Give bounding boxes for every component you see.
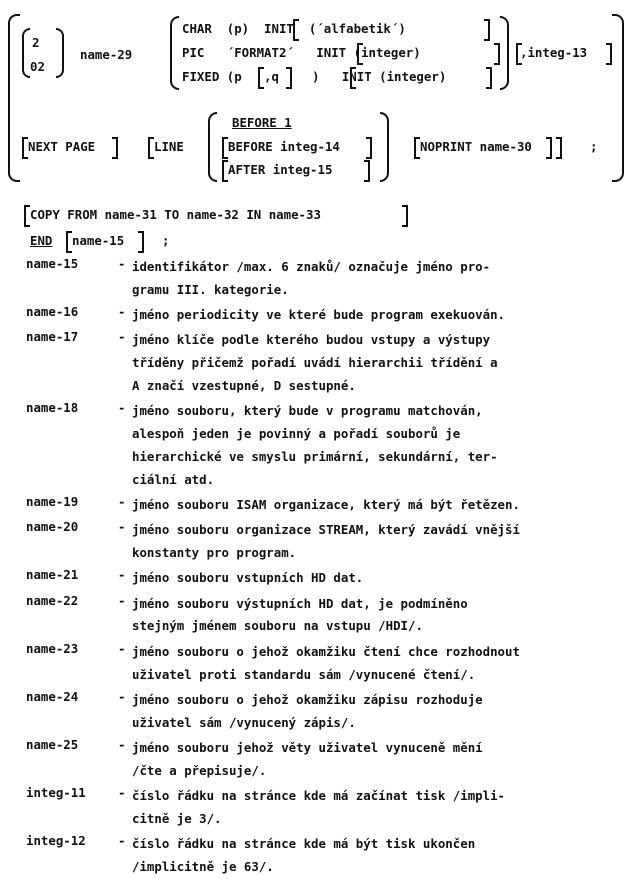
bracket-copy-right: [402, 205, 408, 227]
definition-text-line: jméno souboru organizace STREAM, který zavádí vnější: [132, 522, 520, 538]
definition-text-line: hierarchické ve smyslu primární, sekundární, ter-: [132, 448, 498, 464]
definition-text: [132, 400, 632, 491]
noprint-label: NOPRINT name-30: [420, 139, 532, 154]
definition-dash: -: [118, 256, 126, 271]
outer-brace-left: [8, 14, 20, 182]
before-integ-14-option: BEFORE integ-14: [228, 139, 340, 154]
type-brace-right: [500, 16, 509, 90]
line-label: LINE: [154, 139, 184, 154]
definition-dash: -: [118, 329, 126, 345]
integ-13-label: ,integ-13: [520, 45, 588, 60]
definition-text: [132, 785, 632, 831]
end-semicolon: ;: [162, 233, 170, 248]
definition-text-line: jméno periodicity ve které bude program exekuován.: [132, 307, 505, 323]
pic-option: PIC ´FORMAT2´ INIT (integer): [182, 45, 421, 60]
bracket-init-pic-left: [357, 43, 363, 65]
definition-term: name-18: [26, 400, 79, 416]
definition-text: [132, 593, 632, 639]
definition-text-line: /čte a přepisuje/.: [132, 762, 267, 778]
bracket-init-char-right: [484, 19, 490, 41]
bracket-next-page-right: [112, 137, 118, 159]
fixed-option-q: ,q: [264, 69, 279, 84]
definition-text-line: identifikátor /max. 6 znaků/ označuje jméno pro-: [132, 259, 491, 274]
bracket-after-integ-right: [364, 160, 370, 182]
definition-text-line: jméno souboru o jehož okamžiku čtení chce rozhodnout: [132, 643, 520, 659]
level-number-2: 2: [32, 35, 40, 50]
definition-text-line: jméno souboru jehož věty uživatel vynuceně mění: [132, 740, 483, 755]
definition-dash: -: [118, 640, 126, 656]
definition-text-line: A značí vzestupné, D sestupné.: [132, 377, 356, 393]
definition-dash: -: [118, 400, 126, 416]
definition-text-line: jméno souboru o jehož okamžiku zápisu rozhoduje: [132, 691, 483, 707]
definition-dash: -: [118, 785, 126, 801]
copy-statement: COPY FROM name-31 TO name-32 IN name-33: [30, 207, 321, 222]
definition-term: name-25: [26, 737, 79, 752]
definition-dash: -: [118, 567, 126, 583]
definition-term: integ-11: [26, 785, 86, 801]
definition-term: integ-12: [26, 833, 86, 849]
definition-text-line: jméno souboru ISAM organizace, který má být řetězen.: [132, 497, 520, 512]
definition-text-line: uživatel sám /vynucený zápis/.: [132, 714, 356, 730]
definition-term: name-23: [26, 640, 79, 656]
next-page-label: NEXT PAGE: [28, 139, 96, 154]
outer-brace-right: [612, 14, 624, 182]
definition-dash: -: [118, 519, 126, 535]
fixed-option-a: FIXED (p: [182, 69, 250, 84]
name-29-label: name-29: [80, 47, 133, 62]
definition-text-line: stejným jménem souboru na vstupu /HDI/.: [132, 618, 423, 634]
bracket-line-right: [556, 137, 562, 159]
line-brace-left: [208, 112, 217, 182]
definition-text-line: jméno souboru výstupních HD dat, je podmíněno: [132, 595, 468, 611]
definition-dash: -: [118, 688, 126, 704]
bracket-q-left: [258, 67, 264, 89]
end-name-15: name-15: [72, 233, 125, 248]
bracket-end-name-right: [138, 231, 144, 253]
definition-term: name-15: [26, 256, 79, 271]
level-brace-right: [56, 28, 64, 78]
definition-term: name-16: [26, 304, 79, 320]
definition-text-line: číslo řádku na stránce kde má začínat tisk /impli-: [132, 788, 505, 804]
definition-text-line: /implicitně je 63/.: [132, 858, 274, 874]
definition-text-line: číslo řádku na stránce kde má být tisk ukončen: [132, 836, 476, 852]
definition-term: name-24: [26, 688, 79, 704]
definition-term: name-19: [26, 494, 79, 509]
level-number-02: 02: [30, 59, 45, 74]
definition-text: [132, 256, 632, 302]
after-integ-15-option: AFTER integ-15: [228, 162, 333, 177]
bracket-init-pic-right: [494, 43, 500, 65]
definition-dash: -: [118, 833, 126, 849]
definition-text-line: uživatel proti standardu sám /vynucené čtení/.: [132, 666, 476, 682]
definition-term: name-21: [26, 567, 79, 583]
definition-text: [132, 304, 632, 327]
level-brace-left: [22, 28, 30, 78]
definition-text: [132, 519, 632, 565]
char-option: CHAR (p) INIT (´alfabetik´): [182, 21, 406, 36]
definition-text-line: konstanty pro program.: [132, 545, 297, 561]
before-1-option: BEFORE 1: [232, 115, 292, 130]
definition-dash: -: [118, 737, 126, 752]
line-brace-right: [380, 112, 389, 182]
definition-text-line: jméno souboru vstupních HD dat.: [132, 570, 364, 586]
definition-text: [132, 737, 632, 783]
definition-text-line: citně je 3/.: [132, 810, 222, 826]
definition-text-line: alespoň jeden je povinný a pořadí souborů je: [132, 426, 461, 442]
type-brace-left: [170, 16, 179, 90]
end-keyword: END: [30, 233, 53, 248]
syntax-semicolon: ;: [590, 139, 598, 154]
definition-text-line: tříděny přičemž pořadí uvádí hierarchii třídění a: [132, 355, 498, 371]
definition-text: [132, 689, 632, 735]
definition-text-line: jméno souboru, který bude v programu matchován,: [132, 403, 483, 419]
definition-term: name-22: [26, 592, 79, 608]
bracket-init-fixed-right: [486, 67, 492, 89]
definition-text: [132, 494, 632, 517]
definition-dash: -: [118, 592, 126, 608]
definition-text: [132, 329, 632, 397]
definition-text: [132, 567, 632, 590]
definition-term: name-17: [26, 329, 79, 345]
definition-text-line: ciální atd.: [132, 471, 215, 487]
bracket-init-char-left: [293, 19, 299, 41]
definition-text-line: jméno klíče podle kterého budou vstupy a výstupy: [132, 332, 491, 348]
bracket-before-integ-right: [366, 137, 372, 159]
definition-dash: -: [118, 494, 126, 509]
definition-text: [132, 641, 632, 687]
bracket-q-right: [286, 67, 292, 89]
definition-term: name-20: [26, 519, 79, 535]
definition-dash: -: [118, 304, 126, 320]
definition-text-line: gramu III. kategorie.: [132, 281, 289, 297]
bracket-integ13-right: [606, 43, 612, 65]
bracket-noprint-right: [546, 137, 552, 159]
definition-text: [132, 833, 632, 879]
fixed-option-b: ) INIT (integer): [312, 69, 447, 84]
bracket-init-fixed-left: [350, 67, 356, 89]
